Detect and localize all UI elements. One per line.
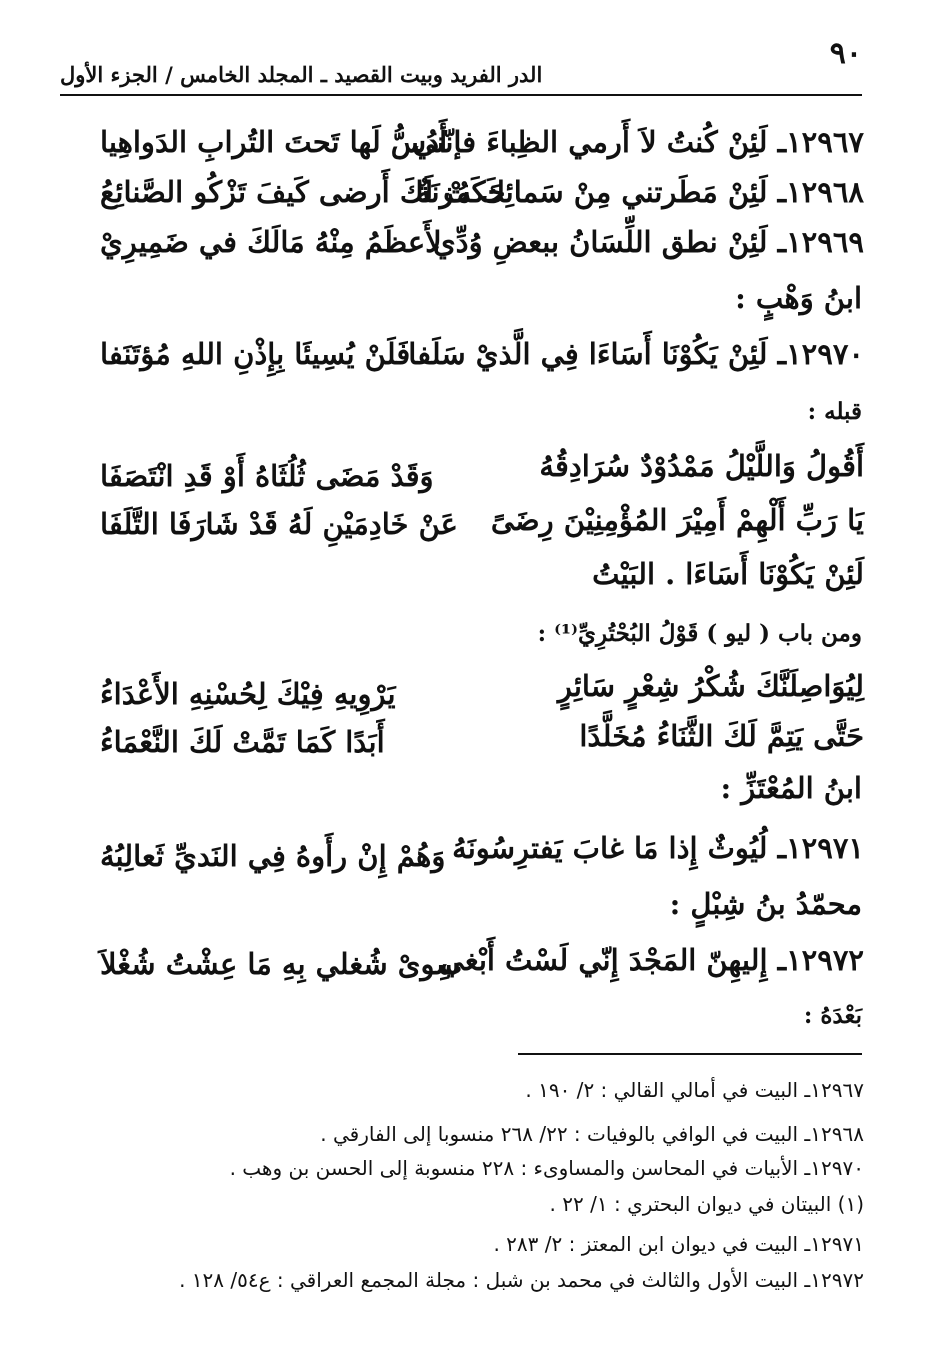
verse-12970-second-hemistich: فَلَنْ يُسِيئَا بِإِذْنِ اللهِ مُؤتَنَفا: [100, 337, 411, 371]
intro-qablahu: قبله :: [807, 398, 862, 425]
intro-buhturi: ومن باب ( ليو ) قَوْلُ البُحْتُرِيِّ⁽¹⁾ :: [537, 620, 862, 647]
verse-12967-second-hemistich: أَدُسُّ لَها تَحتَ التُرابِ الدَواهِيا: [100, 125, 448, 159]
buhturi-verse-1-first: لِيُوَاصِلَنَّكَ شُكْرُ شِعْرٍ سَائِرٍ: [557, 669, 864, 703]
footnote-1: (١) البيتان في ديوان البحتري : ١/ ٢٢ .: [549, 1192, 864, 1216]
running-title: الدر الفريد وبيت القصيد ـ المجلد الخامس / الجزء الأول: [60, 62, 543, 87]
verse-12968-second-hemistich: حَكَتْ لَكَ أَرضى كَيفَ تَزْكُو الصَّنائِعُ: [100, 175, 506, 209]
verse-12969-second-hemistich: لأَعظَمُ مِنْهُ مَالَكَ في ضَمِيرِيْ: [100, 225, 442, 259]
buhturi-verse-2-first: حَتَّى يَتِمَّ لَكَ الثَّنَاءُ مُخَلَّدًا: [579, 719, 864, 753]
verse-12971-first-hemistich: ١٢٩٧١ـ لُيُوثٌ إِذا مَا غابَ يَفترِسُونَهُ: [452, 831, 864, 865]
qablahu-verse-1-first: أَقُولُ وَاللَّيْلُ مَمْدُوْدٌ سُرَادِقُهُ: [539, 449, 864, 483]
qablahu-verse-2-second: عَنْ خَادِمَيْنِ لَهُ قَدْ شَارَفَا التَّلَفَا: [100, 507, 458, 541]
qablahu-verse-2-first: يَا رَبِّ أَلْهِمْ أَمِيْرَ المُؤْمِنِيْنَ رِضَىً: [490, 503, 864, 537]
footnote-12972: ١٢٩٧٢ـ البيت الأول والثالث في محمد بن شبل : مجلة المجمع العراقي : ع٥٤/ ١٢٨ .: [179, 1268, 864, 1292]
qablahu-verse-1-second: وَقَدْ مَضَى ثُلُثَاهُ أَوْ قَدِ انْتَصَفَا: [100, 459, 434, 493]
verse-12970-first-hemistich: ١٢٩٧٠ـ لَئِنْ يَكُوْنَا أَسَاءَا فِي الَّذيْ سَلَفا: [408, 337, 864, 371]
buhturi-verse-1-second: يَرْوِيهِ فِيْكَ لِحُسْنِهِ الأَعْدَاءُ: [100, 677, 396, 711]
page-header: [60, 36, 862, 94]
page-number: ٩٠: [829, 36, 862, 71]
verse-12972-first-hemistich: ١٢٩٧٢ـ إِليهِنّ المَجْدَ إِنّي لَسْتُ أَبْغي: [440, 943, 864, 977]
buhturi-verse-2-second: أَبَدًا كَمَا تَمَّتْ لَكَ النَّعْمَاءُ: [100, 725, 385, 759]
poet-label-ibn-al-muatazz: ابنُ المُعْتَزِّ :: [720, 771, 862, 805]
poet-label-muhammad-ibn-shibl: محمّدُ بنُ شِبْلٍ :: [669, 887, 862, 921]
footnote-12971: ١٢٩٧١ـ البيت في ديوان ابن المعتز : ٢/ ٢٨٣ .: [493, 1232, 864, 1256]
intro-badahu: بَعْدَهُ :: [803, 1002, 862, 1029]
footnote-12968: ١٢٩٦٨ـ البيت في الوافي بالوفيات : ٢٢/ ٢٦٨ منسوبا إلى الفارقي .: [320, 1122, 864, 1146]
footnote-12967: ١٢٩٦٧ـ البيت في أمالي القالي : ٢/ ١٩٠ .: [525, 1078, 864, 1102]
verse-12968-first-hemistich: ١٢٩٦٨ـ لَئِنْ مَطَرتني مِنْ سَمائِكَ مُزنَةٌ: [415, 175, 864, 209]
qablahu-end-line: لَئِنْ يَكُوْنَا أَسَاءَا . البَيْتُ: [592, 557, 864, 591]
verse-12972-second-hemistich: سِوىْ شُغلي بِهِ مَا عِشْتُ شُغْلاَ: [100, 947, 460, 981]
verse-12971-second-hemistich: وَهُمْ إِنْ رأَوهُ فِي النَديِّ ثَعالِبُهُ: [100, 839, 446, 873]
header-rule: [60, 94, 862, 96]
poet-label-ibn-wahb: ابنُ وَهْبٍ :: [735, 281, 862, 315]
verse-12967-first-hemistich: ١٢٩٦٧ـ لَئِنْ كُنتُ لاَ أَرمي الظِباءَ فإنّني: [412, 125, 864, 159]
footnote-12970: ١٢٩٧٠ـ الأبيات في المحاسن والمساوىء : ٢٢٨ منسوبة إلى الحسن بن وهب .: [229, 1156, 864, 1180]
verse-12969-first-hemistich: ١٢٩٦٩ـ لَئِنْ نطق اللِّسَانُ ببعضِ وُدِّي: [432, 225, 864, 259]
footnote-rule: [518, 1053, 862, 1055]
